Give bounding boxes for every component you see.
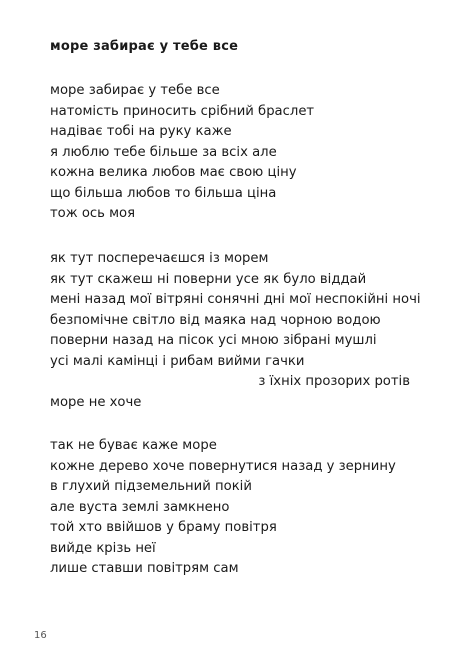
stanza-2 — [50, 249, 430, 413]
poem-line: безпомічне світло від маяка над чорною водою — [50, 312, 381, 328]
poem-line: що більша любов то більша ціна — [50, 185, 277, 201]
stanza-1 — [50, 81, 430, 225]
poem-line: як тут посперечаєшся із морем — [50, 251, 269, 266]
poem-line: той хто ввійшов у браму повітря — [50, 520, 277, 535]
poem-line: я люблю тебе більше за всіх але — [50, 144, 277, 160]
poem-line: лише ставши повітрям сам — [50, 561, 239, 576]
poem-line: усі малі камінці і рибам вийми гачки — [50, 353, 305, 369]
poem-line: мені назад мої вітряні сонячні дні мої неспокійні ночі — [50, 292, 421, 307]
stanza-3 — [50, 436, 430, 580]
poem-line: вийде крізь неї — [50, 540, 156, 556]
poem-line: натомість приносить срібний браслет — [50, 103, 315, 119]
poem-line: в глухий підземельний покій — [50, 479, 252, 494]
poem-line-indented: з їхніх прозорих ротів — [258, 374, 410, 389]
page-number: 16 — [34, 630, 47, 641]
poem-line: поверни назад на пісок усі мною зібрані мушлі — [50, 333, 377, 348]
poem-line: так не буває каже море — [50, 438, 217, 453]
poem-line: море не хоче — [50, 394, 142, 410]
poem-line: тож ось моя — [50, 206, 136, 221]
poem-line: надіває тобі на руку каже — [50, 124, 232, 139]
poem-line: як тут скажеш ні поверни усе як було віддай — [50, 271, 367, 287]
poem-line: але вуста землі замкнено — [50, 499, 230, 515]
poem-title: море забирає у тебе все — [50, 39, 239, 54]
poem-line: кожна велика любов має свою ціну — [50, 165, 297, 180]
poem-line: море забирає у тебе все — [50, 83, 220, 98]
poem-line: кожне дерево хоче повернутися назад у зернину — [50, 458, 396, 474]
